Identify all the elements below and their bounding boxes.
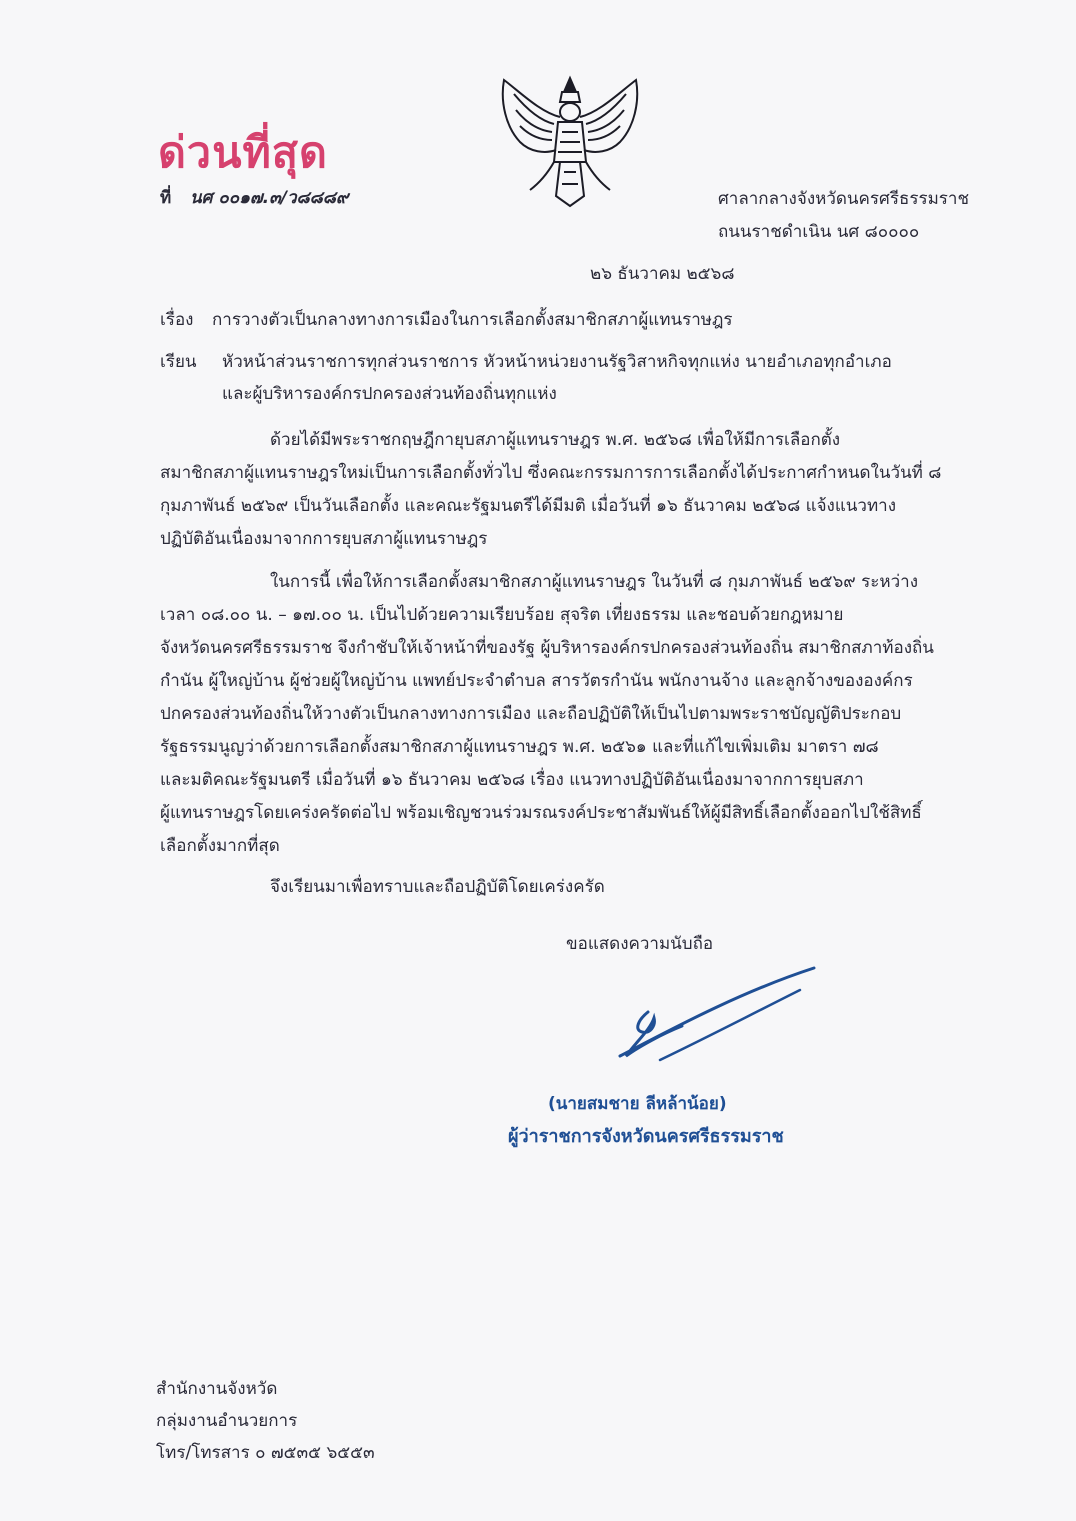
body-paragraph-1 xyxy=(160,424,980,556)
paragraph-line: ปกครองส่วนท้องถิ่นให้วางตัวเป็นกลางทางการเมือง และถือปฏิบัติให้เป็นไปตามพระราชบัญญัติประกอบ xyxy=(160,704,902,724)
footer-office: สำนักงานจังหวัด xyxy=(156,1379,278,1399)
body-paragraph-2 xyxy=(160,566,980,863)
handwritten-signature-icon xyxy=(600,960,830,1070)
recipient-line-2: และผู้บริหารองค์กรปกครองส่วนท้องถิ่นทุกแห่ง xyxy=(222,384,557,404)
paragraph-line: เลือกตั้งมากที่สุด xyxy=(160,836,280,856)
reference-label: ที่ xyxy=(160,188,172,208)
paragraph-line: ในการนี้ เพื่อให้การเลือกตั้งสมาชิกสภาผู้แทนราษฎร ในวันที่ ๘ กุมภาพันธ์ ๒๕๖๙ ระหว่าง xyxy=(270,572,919,592)
paragraph-line: เวลา ๐๘.๐๐ น. – ๑๗.๐๐ น. เป็นไปด้วยความเรียบร้อย สุจริต เที่ยงธรรม และชอบด้วยกฎหมาย xyxy=(160,605,844,625)
paragraph-line: สมาชิกสภาผู้แทนราษฎรใหม่เป็นการเลือกตั้งทั่วไป ซึ่งคณะกรรมการการเลือกตั้งได้ประกาศกำหนดในวันที่ ๘ xyxy=(160,463,942,483)
signer-title: ผู้ว่าราชการจังหวัดนครศรีธรรมราช xyxy=(508,1126,784,1147)
urgent-stamp: ด่วนที่สุด xyxy=(158,128,328,178)
letter-date: ๒๖ ธันวาคม ๒๕๖๘ xyxy=(590,264,735,284)
paragraph-line: กุมภาพันธ์ ๒๕๖๙ เป็นวันเลือกตั้ง และคณะรัฐมนตรีได้มีมติ เมื่อวันที่ ๑๖ ธันวาคม ๒๕๖๘ แจ้งแนวทาง xyxy=(160,496,897,516)
paragraph-line: ด้วยได้มีพระราชกฤษฎีกายุบสภาผู้แทนราษฎร พ.ศ. ๒๕๖๘ เพื่อให้มีการเลือกตั้ง xyxy=(270,430,841,450)
footer-phone: โทร/โทรสาร ๐ ๗๕๓๕ ๖๕๕๓ xyxy=(156,1443,375,1463)
address-line-2: ถนนราชดำเนิน นศ ๘๐๐๐๐ xyxy=(718,222,920,242)
recipient-label: เรียน xyxy=(160,352,197,372)
regards-text: ขอแสดงความนับถือ xyxy=(566,934,714,954)
subject-label: เรื่อง xyxy=(160,310,194,330)
signer-name: (นายสมชาย ลีหล้าน้อย) xyxy=(548,1094,727,1114)
paragraph-line: รัฐธรรมนูญว่าด้วยการเลือกตั้งสมาชิกสภาผู้แทนราษฎร พ.ศ. ๒๕๖๑ และที่แก้ไขเพิ่มเติม มาตรา ๗๘ xyxy=(160,737,879,757)
recipient-line-1: หัวหน้าส่วนราชการทุกส่วนราชการ หัวหน้าหน่วยงานรัฐวิสาหกิจทุกแห่ง นายอำเภอทุกอำเภอ xyxy=(222,352,892,372)
paragraph-line: และมติคณะรัฐมนตรี เมื่อวันที่ ๑๖ ธันวาคม ๒๕๖๘ เรื่อง แนวทางปฏิบัติอันเนื่องมาจากการยุบสภา xyxy=(160,770,864,790)
paragraph-line: ปฏิบัติอันเนื่องมาจากการยุบสภาผู้แทนราษฎร xyxy=(160,529,488,549)
paragraph-line: จังหวัดนครศรีธรรมราช จึงกำชับให้เจ้าหน้าที่ของรัฐ ผู้บริหารองค์กรปกครองส่วนท้องถิ่น สมาชิกสภาท้องถิ่น xyxy=(160,638,934,658)
reference-number: นศ ๐๐๑๗.๓/ว๘๘๘๙ xyxy=(190,188,349,208)
address-line-1: ศาลากลางจังหวัดนครศรีธรรมราช xyxy=(718,189,970,209)
closing-sentence: จึงเรียนมาเพื่อทราบและถือปฏิบัติโดยเคร่งครัด xyxy=(270,877,605,897)
footer-division: กลุ่มงานอำนวยการ xyxy=(156,1411,298,1431)
paragraph-line: กำนัน ผู้ใหญ่บ้าน ผู้ช่วยผู้ใหญ่บ้าน แพทย์ประจำตำบล สารวัตรกำนัน พนักงานจ้าง และลูกจ้างขององค์กร xyxy=(160,671,913,691)
subject-text: การวางตัวเป็นกลางทางการเมืองในการเลือกตั้งสมาชิกสภาผู้แทนราษฎร xyxy=(212,310,733,330)
paragraph-line: ผู้แทนราษฎรโดยเคร่งครัดต่อไป พร้อมเชิญชวนร่วมรณรงค์ประชาสัมพันธ์ให้ผู้มีสิทธิ์เลือกตั้งออกไปใช้สิทธิ์ xyxy=(160,803,922,823)
garuda-emblem-icon xyxy=(490,72,650,212)
